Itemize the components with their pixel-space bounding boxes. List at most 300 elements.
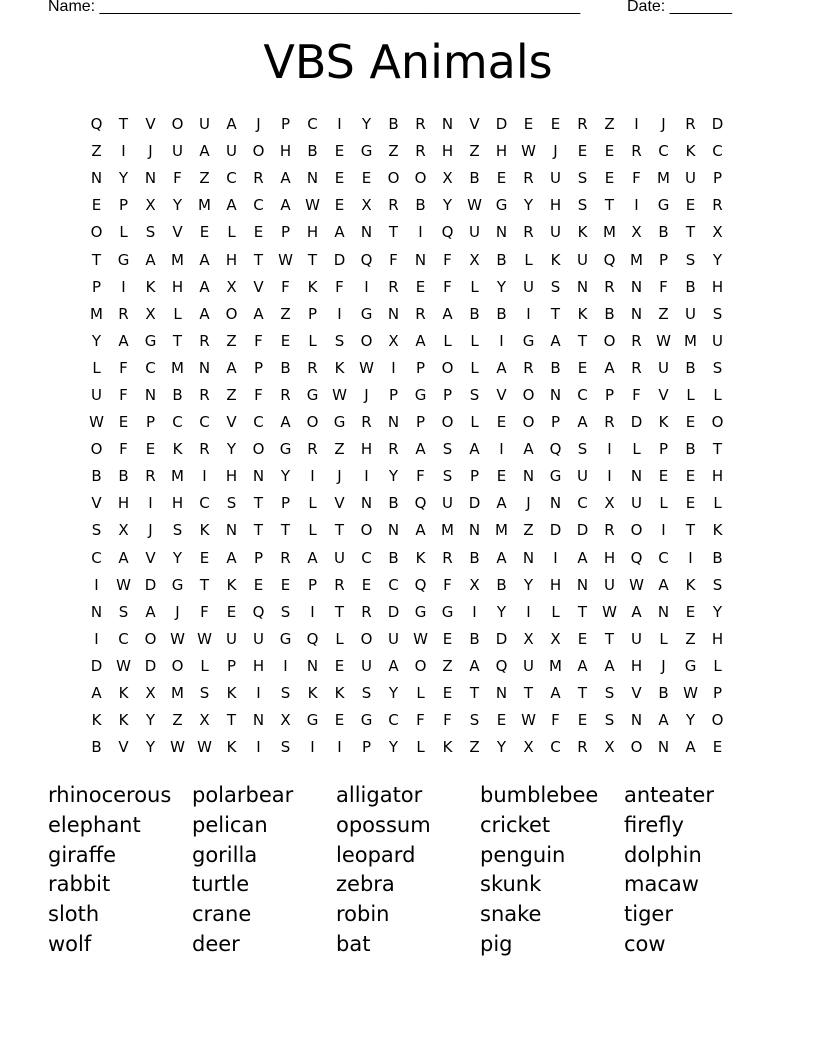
grid-letter: U [658,358,669,377]
grid-letter: A [577,413,588,432]
grid-letter: R [388,196,399,215]
grid-letter: R [523,169,534,188]
grid-letter: L [632,440,641,459]
grid-letter: U [253,629,264,648]
grid-letter: I [634,115,639,134]
grid-letter: E [253,223,264,242]
grid-letter: K [577,223,588,242]
grid-letter: V [91,494,102,513]
grid-letter: A [226,548,237,567]
grid-letter: U [685,169,696,188]
grid-letter: E [334,196,345,215]
grid-letter: I [310,467,315,486]
grid-letter: E [361,169,372,188]
grid-letter: S [280,602,291,621]
grid-letter: D [495,629,508,648]
grid-letter: P [361,738,372,757]
grid-letter: N [549,385,562,404]
grid-letter: G [657,196,670,215]
grid-letter: N [522,467,535,486]
word-bank-item: macaw [624,872,699,897]
grid-letter: B [658,223,669,242]
grid-letter: A [226,115,237,134]
grid-letter: Z [523,521,534,540]
grid-letter: R [388,440,399,459]
grid-letter: A [496,358,507,377]
grid-letter: Y [145,738,156,757]
grid-letter: C [577,494,588,513]
grid-letter: S [442,440,453,459]
grid-letter: T [253,494,264,513]
word-bank-item: firefly [624,812,684,837]
grid-letter: W [332,385,347,404]
grid-letter: N [630,711,643,730]
grid-letter: U [712,331,723,350]
grid-letter: W [521,142,536,161]
grid-letter: K [658,413,669,432]
grid-letter: A [469,656,480,675]
grid-letter: F [416,711,425,730]
grid-letter: K [442,738,453,757]
grid-letter: R [712,196,723,215]
grid-letter: G [684,656,697,675]
grid-letter: R [307,440,318,459]
grid-letter: I [256,738,261,757]
grid-letter: U [631,629,642,648]
grid-letter: G [306,711,319,730]
grid-letter: E [334,169,345,188]
grid-letter: S [172,521,183,540]
grid-letter: B [469,304,480,323]
grid-letter: H [171,277,184,296]
word-bank-item: tiger [624,902,673,927]
grid-letter: D [333,250,346,269]
grid-letter: A [415,331,426,350]
grid-letter: R [577,738,588,757]
grid-letter: K [577,304,588,323]
grid-letter: K [226,575,237,594]
grid-letter: C [91,548,102,567]
grid-letter: E [685,494,696,513]
grid-letter: B [469,629,480,648]
grid-letter: B [118,467,129,486]
grid-letter: I [553,548,558,567]
grid-letter: T [253,250,264,269]
grid-letter: I [94,575,99,594]
grid-letter: L [308,521,317,540]
word-bank-item: rhinocerous [48,783,172,807]
grid-letter: Q [306,629,319,648]
grid-letter: F [443,250,452,269]
grid-letter: P [280,115,291,134]
grid-letter: A [469,440,480,459]
grid-letter: Y [226,440,237,459]
grid-letter: P [658,440,669,459]
word-bank-item: pig [480,931,513,956]
grid-letter: K [199,521,210,540]
grid-letter: J [175,602,180,621]
grid-letter: M [684,331,697,350]
grid-letter: U [523,656,534,675]
grid-letter: E [145,440,156,459]
grid-letter: O [360,521,373,540]
grid-letter: R [199,385,210,404]
grid-letter: Y [361,115,372,134]
grid-letter: A [604,656,615,675]
word-bank-item: rabbit [48,872,111,897]
grid-letter: I [310,602,315,621]
grid-letter: P [307,304,318,323]
grid-letter: Z [334,440,345,459]
grid-letter: J [256,115,261,134]
grid-letter: E [523,115,534,134]
grid-letter: Z [280,304,291,323]
grid-letter: K [334,358,345,377]
grid-letter: B [496,575,507,594]
grid-letter: Z [685,629,696,648]
grid-letter: O [711,413,724,432]
grid-letter: A [118,548,129,567]
grid-letter: V [145,548,156,567]
grid-letter: F [254,385,263,404]
grid-letter: E [577,629,588,648]
grid-letter: F [416,467,425,486]
grid-letter: G [333,413,346,432]
grid-letter: A [334,223,345,242]
grid-letter: A [199,277,210,296]
word-bank-item: alligator [336,783,423,807]
grid-letter: W [359,358,374,377]
grid-letter: T [550,304,561,323]
grid-letter: S [712,575,723,594]
grid-letter: O [252,440,265,459]
grid-letter: S [118,602,129,621]
word-bank-item: sloth [48,902,100,927]
grid-letter: A [631,602,642,621]
grid-letter: W [305,196,320,215]
grid-letter: T [334,521,345,540]
grid-letter: I [418,223,423,242]
grid-letter: N [90,169,103,188]
grid-letter: X [604,494,615,513]
grid-letter: B [307,142,318,161]
grid-letter: G [171,575,184,594]
grid-letter: K [91,711,102,730]
grid-letter: Q [630,548,643,567]
grid-letter: W [629,575,644,594]
grid-letter: Y [712,250,723,269]
grid-letter: M [657,169,670,188]
grid-letter: B [469,548,480,567]
grid-letter: X [118,521,129,540]
grid-letter: C [253,196,264,215]
grid-letter: A [604,358,615,377]
grid-letter: E [496,169,507,188]
grid-letter: R [361,413,372,432]
grid-letter: I [256,684,261,703]
grid-letter: F [119,440,128,459]
grid-letter: E [712,738,723,757]
grid-letter: R [577,115,588,134]
grid-letter: S [712,304,723,323]
grid-letter: P [226,656,237,675]
grid-letter: B [604,304,615,323]
grid-letter: U [361,656,372,675]
grid-letter: Z [442,656,453,675]
grid-letter: J [148,142,153,161]
grid-letter: V [658,385,669,404]
grid-letter: D [711,115,724,134]
grid-letter: E [280,331,291,350]
grid-letter: Z [469,738,480,757]
grid-letter: S [280,738,291,757]
grid-letter: L [713,385,722,404]
grid-letter: C [253,413,264,432]
grid-letter: E [685,602,696,621]
grid-letter: A [550,331,561,350]
grid-letter: G [117,250,130,269]
word-bank-item: deer [192,931,240,956]
grid-letter: I [337,115,342,134]
grid-letter: K [415,548,426,567]
grid-letter: Y [91,331,102,350]
grid-letter: S [334,331,345,350]
grid-letter: C [712,142,723,161]
grid-letter: Y [496,277,507,296]
grid-letter: K [334,684,345,703]
grid-letter: P [415,413,426,432]
grid-letter: F [632,385,641,404]
grid-letter: D [90,656,103,675]
grid-letter: E [226,602,237,621]
grid-letter: T [712,440,723,459]
grid-letter: N [414,250,427,269]
grid-letter: R [604,277,615,296]
grid-letter: N [360,223,373,242]
grid-letter: E [118,413,129,432]
grid-letter: A [226,358,237,377]
grid-letter: B [469,169,480,188]
grid-letter: P [415,358,426,377]
grid-letter: R [631,358,642,377]
grid-letter: Y [523,196,534,215]
grid-letter: U [199,115,210,134]
grid-letter: I [337,738,342,757]
grid-letter: K [550,250,561,269]
grid-letter: N [306,656,319,675]
grid-letter: Q [495,656,508,675]
grid-letter: W [170,738,185,757]
grid-letter: X [550,629,561,648]
grid-letter: M [441,521,454,540]
grid-letter: O [360,331,373,350]
grid-letter: N [576,575,589,594]
grid-letter: Y [496,602,507,621]
grid-letter: A [307,548,318,567]
word-bank-item: snake [480,902,542,927]
grid-letter: L [470,277,479,296]
grid-letter: I [661,521,666,540]
grid-letter: T [604,196,615,215]
grid-letter: N [144,385,157,404]
grid-letter: N [306,169,319,188]
grid-letter: W [278,250,293,269]
grid-letter: T [469,684,480,703]
letter-grid [83,111,731,761]
grid-letter: I [94,629,99,648]
grid-letter: U [469,223,480,242]
grid-letter: C [199,413,210,432]
grid-letter: X [145,304,156,323]
word-bank-item: leopard [336,842,416,867]
grid-letter: Y [145,711,156,730]
grid-letter: X [442,169,453,188]
grid-letter: N [495,223,508,242]
grid-letter: A [388,656,399,675]
grid-letter: U [577,467,588,486]
grid-letter: H [549,575,562,594]
grid-letter: L [416,738,425,757]
grid-letter: Q [441,223,454,242]
grid-letter: D [144,656,157,675]
grid-letter: U [604,575,615,594]
grid-letter: T [91,250,102,269]
grid-letter: A [496,494,507,513]
grid-letter: A [550,684,561,703]
grid-letter: S [604,684,615,703]
grid-letter: P [280,494,291,513]
grid-letter: W [521,711,536,730]
grid-letter: A [199,304,210,323]
grid-letter: A [442,304,453,323]
grid-letter: L [92,358,101,377]
grid-letter: S [145,223,156,242]
grid-letter: X [280,711,291,730]
grid-letter: S [469,711,480,730]
grid-letter: P [253,358,264,377]
grid-letter: T [685,521,696,540]
grid-letter: E [334,142,345,161]
grid-letter: L [308,331,317,350]
grid-letter: N [657,602,670,621]
grid-letter: G [414,385,427,404]
grid-letter: Y [496,738,507,757]
grid-letter: L [659,629,668,648]
grid-letter: R [604,521,615,540]
grid-letter: R [415,304,426,323]
grid-letter: H [171,494,184,513]
word-bank-item: penguin [480,842,566,867]
grid-letter: I [526,304,531,323]
grid-letter: N [387,521,400,540]
grid-letter: D [387,602,400,621]
grid-letter: C [658,548,669,567]
grid-letter: T [226,711,237,730]
grid-letter: S [577,196,588,215]
grid-letter: L [119,223,128,242]
grid-letter: N [225,521,238,540]
grid-letter: T [307,250,318,269]
grid-letter: N [630,467,643,486]
grid-letter: A [145,250,156,269]
grid-letter: K [307,684,318,703]
grid-letter: X [145,684,156,703]
grid-letter: E [685,467,696,486]
grid-letter: R [631,331,642,350]
grid-letter: K [118,684,129,703]
grid-letter: R [388,277,399,296]
grid-letter: B [91,467,102,486]
word-bank-item: gorilla [192,842,258,867]
grid-letter: T [685,223,696,242]
grid-letter: H [306,223,319,242]
header [48,0,768,17]
grid-letter: V [226,413,237,432]
grid-letter: Q [90,115,103,134]
grid-letter: H [549,196,562,215]
grid-letter: E [91,196,102,215]
grid-letter: A [280,169,291,188]
grid-letter: F [119,385,128,404]
grid-letter: O [441,358,454,377]
grid-letter: U [172,142,183,161]
grid-letter: J [661,115,666,134]
grid-letter: T [199,575,210,594]
grid-letter: Y [442,196,453,215]
grid-letter: X [712,223,723,242]
grid-letter: S [577,440,588,459]
grid-letter: P [712,169,723,188]
grid-letter: U [334,548,345,567]
grid-letter: Y [388,738,399,757]
grid-letter: W [197,629,212,648]
grid-letter: J [526,494,531,513]
grid-letter: X [469,575,480,594]
grid-letter: W [467,196,482,215]
grid-letter: L [659,494,668,513]
grid-letter: Z [388,142,399,161]
grid-letter: Q [603,250,616,269]
grid-letter: P [604,385,615,404]
grid-letter: L [173,304,182,323]
grid-letter: U [226,629,237,648]
grid-letter: N [90,602,103,621]
grid-letter: U [631,494,642,513]
grid-letter: M [630,250,643,269]
word-bank-item: cricket [480,812,551,837]
grid-letter: G [306,385,319,404]
grid-letter: P [712,684,723,703]
grid-letter: P [388,385,399,404]
grid-letter: B [388,548,399,567]
grid-letter: C [118,629,129,648]
grid-letter: M [495,521,508,540]
grid-letter: E [334,711,345,730]
grid-letter: H [441,142,454,161]
grid-letter: S [280,684,291,703]
grid-letter: F [443,575,452,594]
grid-letter: P [658,250,669,269]
grid-letter: B [388,494,399,513]
grid-letter: M [603,223,616,242]
grid-letter: O [522,413,535,432]
grid-letter: I [472,602,477,621]
grid-letter: A [577,656,588,675]
grid-letter: L [524,250,533,269]
grid-letter: P [253,548,264,567]
grid-letter: F [119,358,128,377]
grid-letter: L [551,602,560,621]
